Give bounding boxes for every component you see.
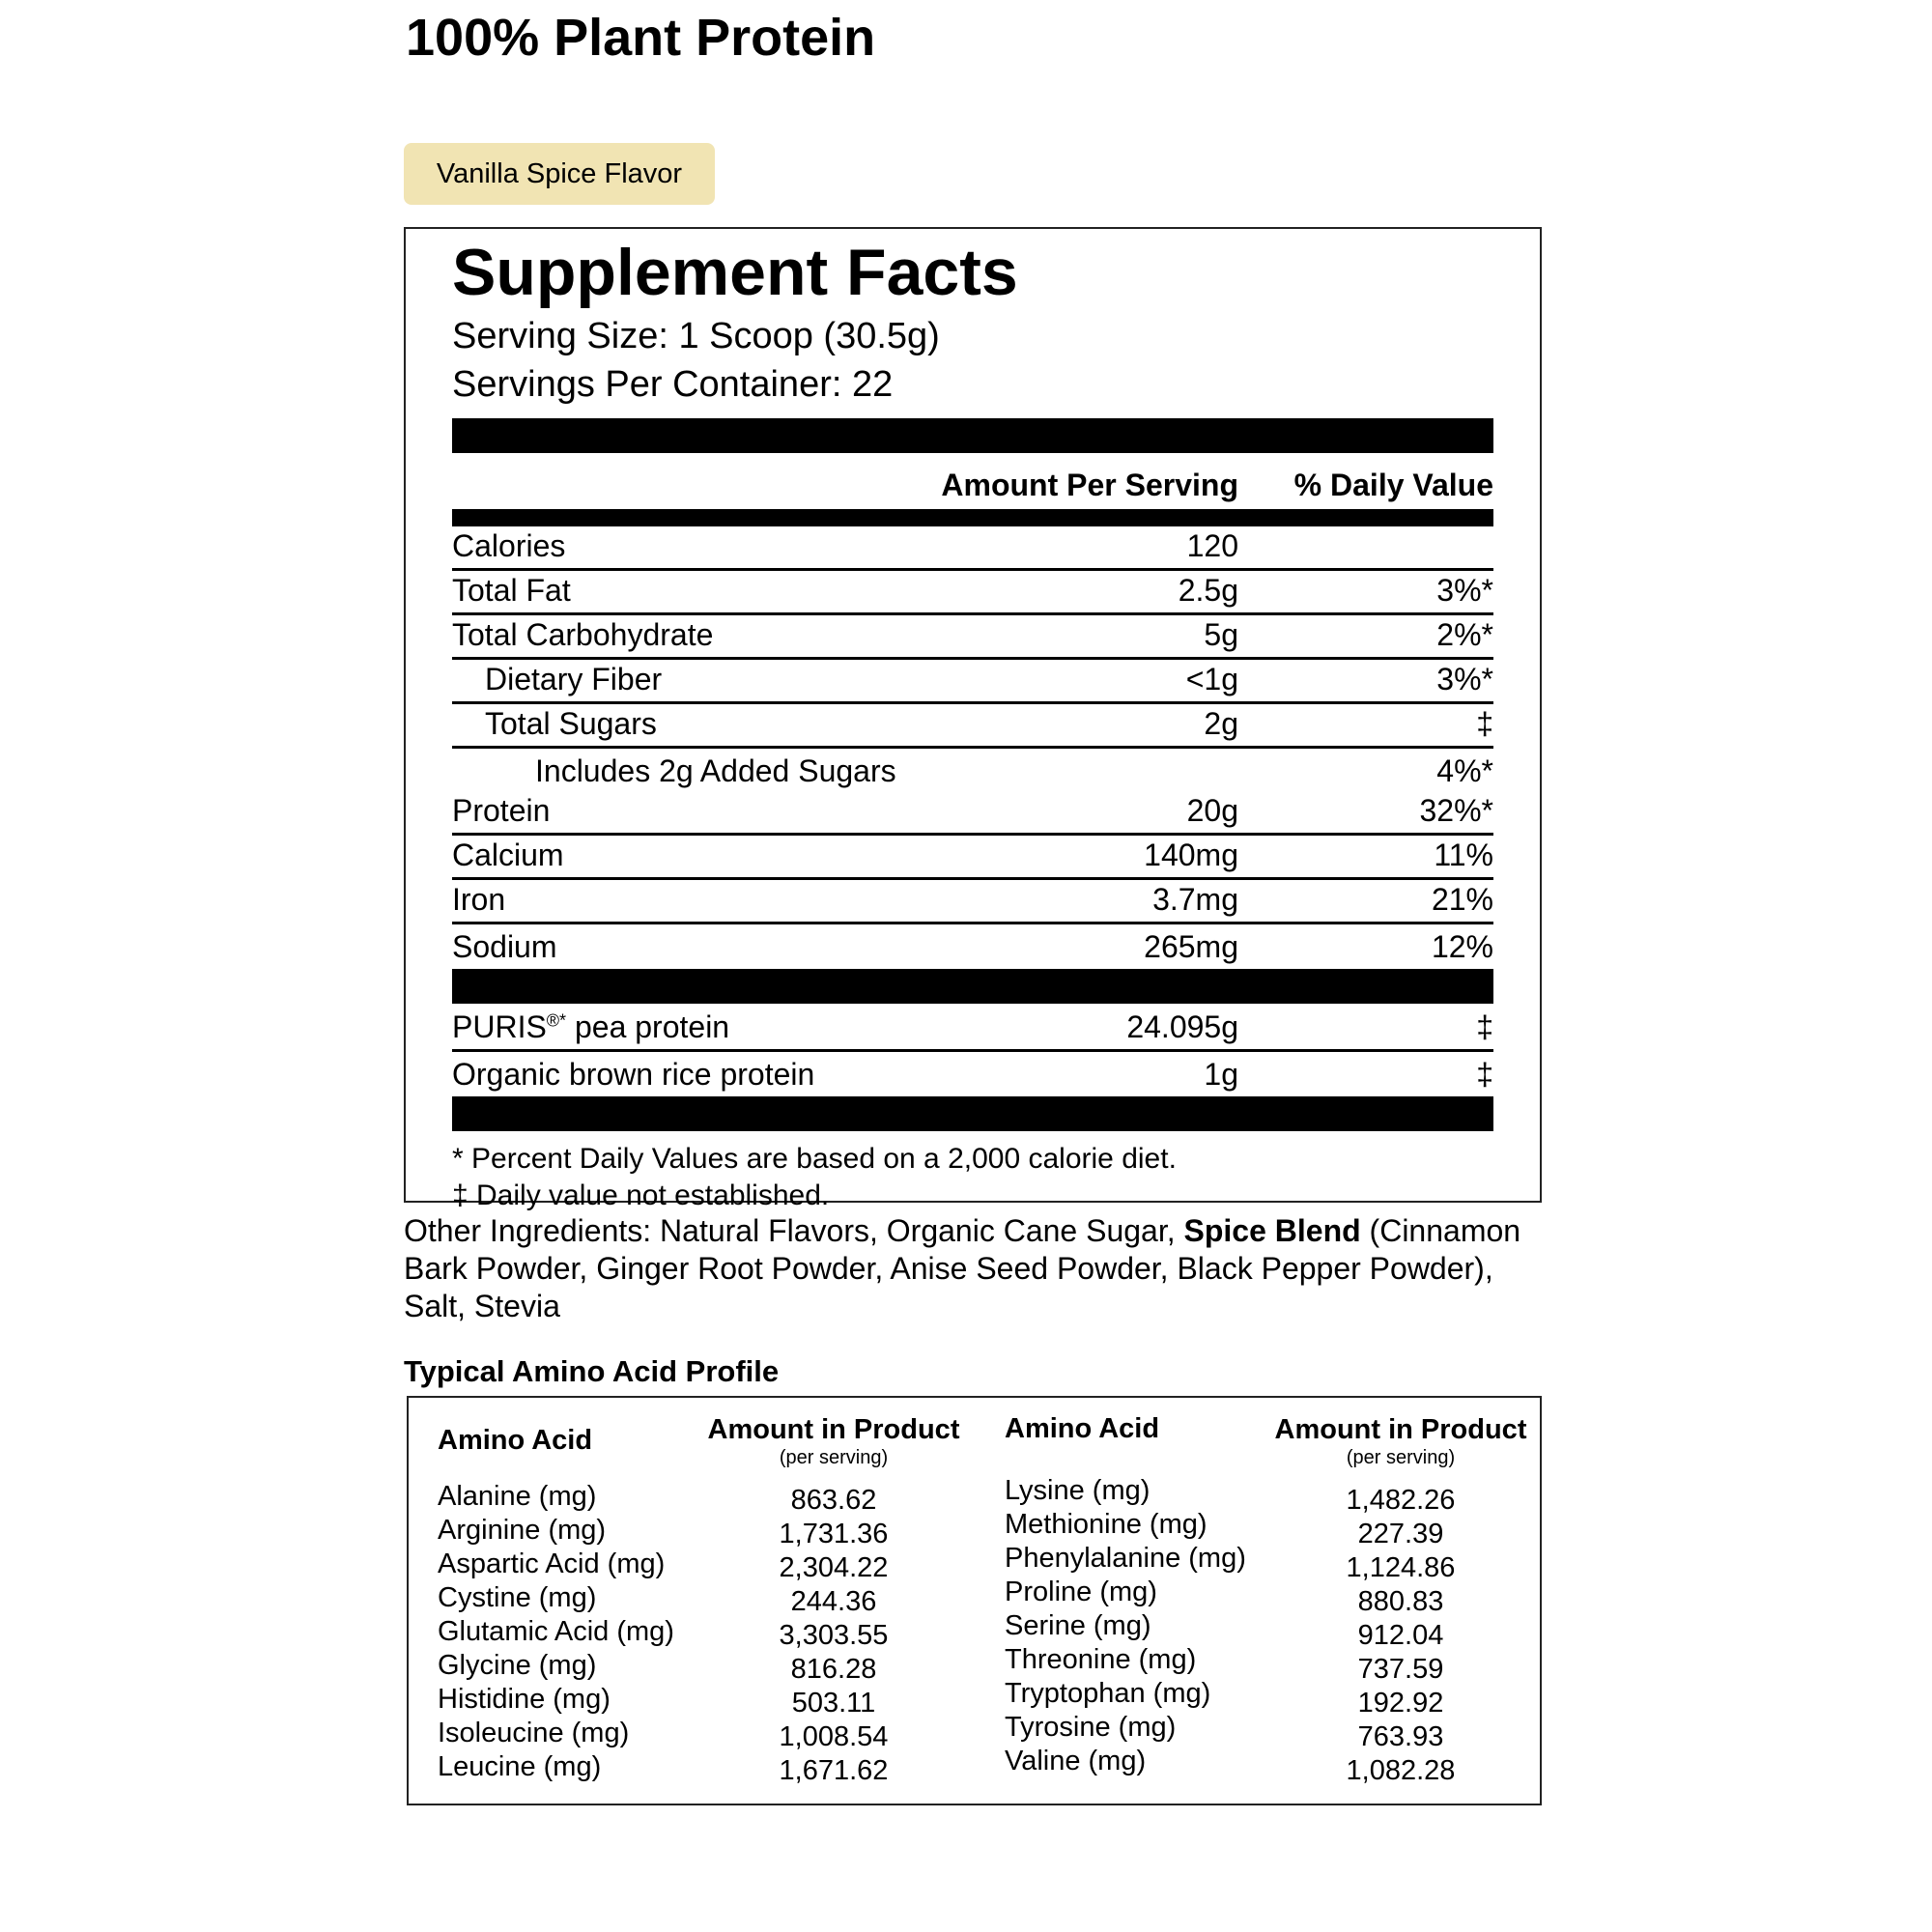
- divider-bar: [452, 1096, 1493, 1131]
- amino-value: 737.59: [1357, 1654, 1444, 1685]
- ingredients-suffix: (Cinnamon Bark Powder, Ginger Root Powder, Anise Seed Powder, Black Pepper Powder), Salt, Stevia: [404, 1213, 1521, 1323]
- amino-value: 192.92: [1357, 1688, 1444, 1719]
- amino-per-serving-note: (per serving): [1346, 1447, 1456, 1468]
- amino-name: Glutamic Acid (mg): [438, 1616, 674, 1647]
- serving-size: Serving Size: 1 Scoop (30.5g): [452, 316, 940, 356]
- amino-acid-heading: Typical Amino Acid Profile: [404, 1354, 780, 1388]
- amino-name-header: Amino Acid: [438, 1425, 593, 1456]
- amino-value: 1,671.62: [779, 1755, 889, 1786]
- nutrient-label: Total Fat: [452, 573, 571, 608]
- amino-column-right: [1005, 1413, 1546, 1785]
- blend-amount: 24.095g: [1126, 1009, 1238, 1044]
- nutrient-row-sodium: [452, 924, 1493, 969]
- amino-value: 503.11: [791, 1688, 876, 1719]
- amino-acid-panel: [407, 1396, 1542, 1805]
- amino-value: 1,082.28: [1346, 1755, 1456, 1786]
- amino-name: Serine (mg): [1005, 1610, 1151, 1641]
- amino-row: [438, 1548, 979, 1582]
- amino-value: 1,124.86: [1346, 1552, 1456, 1583]
- amino-amount-header: Amount in Product: [1274, 1414, 1527, 1445]
- footnote-percent-dv: * Percent Daily Values are based on a 2,000 calorie diet.: [452, 1143, 1177, 1175]
- nutrient-amount: 5g: [1204, 617, 1238, 652]
- nutrient-row-protein: [452, 793, 1493, 836]
- blend-label-main: PURIS: [452, 1009, 547, 1044]
- servings-per-container: Servings Per Container: 22: [452, 364, 894, 405]
- amino-row: [1005, 1746, 1546, 1786]
- amino-value: 912.04: [1357, 1620, 1444, 1651]
- amino-value: 244.36: [790, 1586, 877, 1617]
- registered-mark: ®*: [546, 1010, 567, 1031]
- nutrient-row-calories: [452, 526, 1493, 571]
- nutrient-amount: 2.5g: [1178, 573, 1238, 608]
- nutrient-dv: 11%: [1434, 838, 1493, 872]
- nutrient-label: Calcium: [452, 838, 564, 872]
- flavor-badge: Vanilla Spice Flavor: [404, 143, 715, 205]
- nutrient-dv: 3%*: [1436, 573, 1493, 608]
- nutrient-dv: 32%*: [1419, 793, 1493, 828]
- blend-row-brown-rice-protein: [452, 1052, 1493, 1096]
- amino-value: 1,731.36: [779, 1519, 889, 1549]
- nutrient-row-dietary-fiber: [452, 660, 1493, 704]
- nutrient-label: Protein: [452, 793, 551, 828]
- divider-bar: [452, 509, 1493, 526]
- supplement-facts-heading: Supplement Facts: [452, 236, 1018, 309]
- nutrient-label: Dietary Fiber: [485, 662, 663, 696]
- amino-name: Cystine (mg): [438, 1582, 597, 1613]
- ingredients-spice-blend: Spice Blend: [1183, 1213, 1361, 1248]
- amino-value: 2,304.22: [779, 1552, 889, 1583]
- amino-name: Leucine (mg): [438, 1751, 602, 1782]
- amino-name: Threonine (mg): [1005, 1644, 1197, 1675]
- amino-name: Isoleucine (mg): [438, 1718, 630, 1748]
- nutrient-row-total-carbohydrate: [452, 615, 1493, 660]
- footnote-dv-not-established: ‡ Daily value not established.: [452, 1179, 830, 1211]
- nutrient-row-iron: [452, 880, 1493, 924]
- amino-name: Proline (mg): [1005, 1577, 1157, 1607]
- amino-name: Tryptophan (mg): [1005, 1678, 1211, 1709]
- nutrient-amount: 20g: [1186, 793, 1238, 828]
- amino-row: [438, 1751, 979, 1785]
- nutrient-amount: 3.7mg: [1152, 882, 1238, 917]
- nutrient-label: Sodium: [452, 929, 557, 964]
- facts-column-header: [452, 453, 1493, 509]
- daily-value-header: % Daily Value: [1293, 468, 1493, 502]
- amino-row: [438, 1718, 979, 1751]
- blend-row-pea-protein: [452, 1004, 1493, 1052]
- amino-value: 1,482.26: [1346, 1485, 1456, 1516]
- amino-row: [438, 1616, 979, 1650]
- amino-name: Aspartic Acid (mg): [438, 1548, 666, 1579]
- amino-per-serving-note: (per serving): [779, 1447, 889, 1468]
- amino-name: Valine (mg): [1005, 1746, 1147, 1776]
- blend-label: [452, 1009, 729, 1045]
- nutrient-row-calcium: [452, 836, 1493, 880]
- amino-name: Lysine (mg): [1005, 1475, 1151, 1506]
- nutrient-row-total-fat: [452, 571, 1493, 615]
- nutrient-label: Includes 2g Added Sugars: [535, 753, 896, 788]
- amino-name-header: Amino Acid: [1005, 1413, 1160, 1444]
- amino-row: [438, 1650, 979, 1684]
- nutrient-dv: 3%*: [1436, 662, 1493, 696]
- ingredients-prefix: Other Ingredients: Natural Flavors, Organic Cane Sugar,: [404, 1213, 1184, 1248]
- page-title: 100% Plant Protein: [406, 9, 876, 67]
- nutrient-row-added-sugars: [452, 749, 1493, 793]
- blend-label-rest: pea protein: [566, 1009, 730, 1044]
- nutrient-dv: ‡: [1476, 706, 1493, 741]
- blend-amount: 1g: [1204, 1057, 1238, 1092]
- nutrient-dv: 12%: [1431, 929, 1493, 964]
- nutrient-dv: 2%*: [1436, 617, 1493, 652]
- blend-dv: ‡: [1476, 1009, 1493, 1044]
- nutrient-label: Iron: [452, 882, 506, 917]
- amino-name: Histidine (mg): [438, 1684, 611, 1715]
- amino-row: [438, 1582, 979, 1616]
- nutrient-amount: 2g: [1204, 706, 1238, 741]
- blend-label: Organic brown rice protein: [452, 1057, 815, 1092]
- amino-value: 763.93: [1357, 1721, 1444, 1752]
- amount-per-serving-header: Amount Per Serving: [941, 468, 1238, 502]
- amino-column-header: [1005, 1413, 1546, 1481]
- amino-name: Tyrosine (mg): [1005, 1712, 1177, 1743]
- nutrient-amount: 120: [1186, 528, 1238, 563]
- amino-value: 880.83: [1357, 1586, 1444, 1617]
- nutrient-label: Total Carbohydrate: [452, 617, 714, 652]
- nutrient-label: Total Sugars: [485, 706, 657, 741]
- supplement-facts-panel: [404, 227, 1542, 1211]
- amino-row: [438, 1684, 979, 1718]
- amino-row: [438, 1481, 979, 1515]
- nutrient-dv: 21%: [1431, 882, 1493, 917]
- other-ingredients: [404, 1212, 1544, 1325]
- amino-column-left: [438, 1413, 979, 1785]
- nutrient-dv: 4%*: [1436, 753, 1493, 788]
- amino-row: [438, 1515, 979, 1548]
- nutrient-amount: <1g: [1185, 662, 1238, 696]
- divider-bar: [452, 969, 1493, 1004]
- blend-dv: ‡: [1476, 1057, 1493, 1092]
- amino-value: 3,303.55: [779, 1620, 889, 1651]
- amino-name: Alanine (mg): [438, 1481, 597, 1512]
- supplement-facts-content: [452, 229, 1493, 1214]
- amino-name: Arginine (mg): [438, 1515, 607, 1546]
- amino-column-header: [438, 1413, 979, 1481]
- divider-bar: [452, 418, 1493, 453]
- amino-value: 1,008.54: [779, 1721, 889, 1752]
- amino-value: 227.39: [1357, 1519, 1444, 1549]
- nutrient-row-total-sugars: [452, 704, 1493, 749]
- amino-name: Methionine (mg): [1005, 1509, 1208, 1540]
- amino-value: 816.28: [790, 1654, 877, 1685]
- amino-amount-header: Amount in Product: [707, 1414, 960, 1445]
- nutrient-amount: 140mg: [1144, 838, 1238, 872]
- amino-value: 863.62: [790, 1485, 877, 1516]
- amino-name: Glycine (mg): [438, 1650, 597, 1681]
- nutrient-amount: 265mg: [1144, 929, 1238, 964]
- amino-name: Phenylalanine (mg): [1005, 1543, 1246, 1574]
- nutrient-label: Calories: [452, 528, 566, 563]
